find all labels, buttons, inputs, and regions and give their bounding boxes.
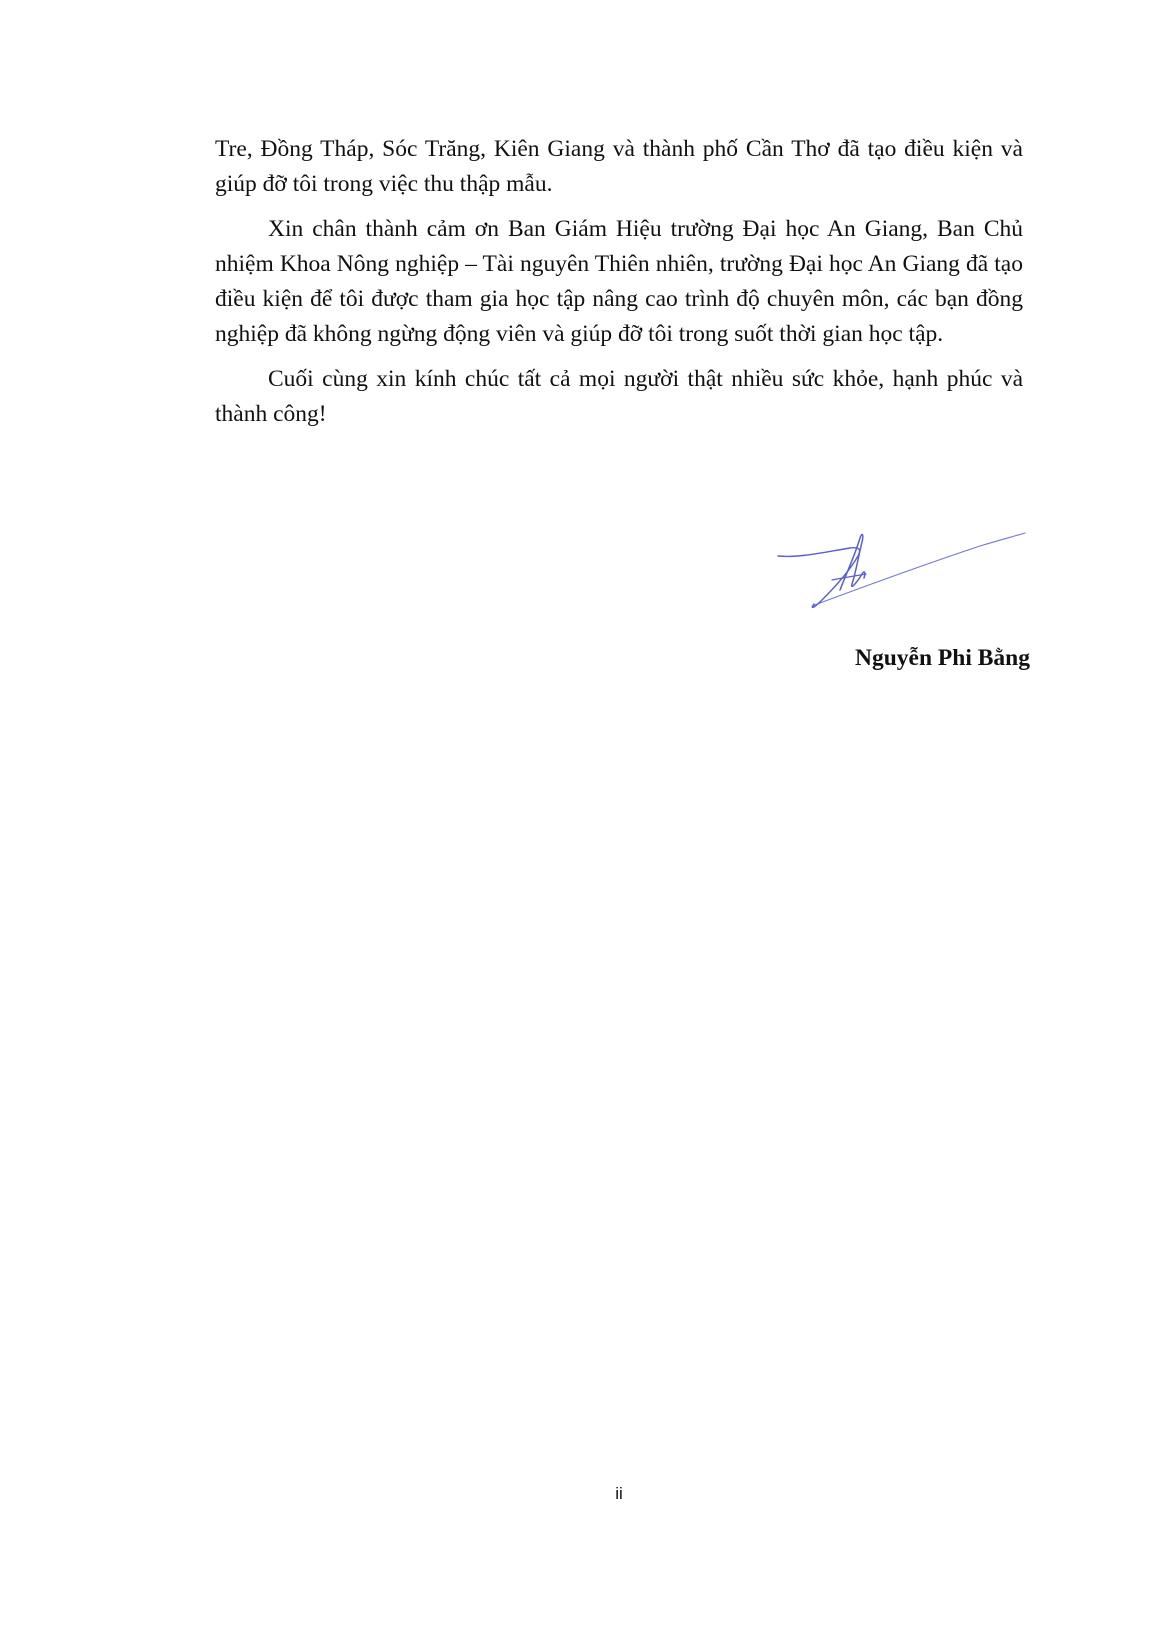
- signature-graphic: [770, 528, 1030, 638]
- handwritten-signature: [770, 528, 1030, 638]
- page-number: ii: [615, 1484, 623, 1503]
- body-text: [215, 132, 1023, 442]
- paragraph-continuation: Tre, Đồng Tháp, Sóc Trăng, Kiên Giang và thành phố Cần Thơ đã tạo điều kiện và giúp đỡ tôi trong việc thu thập mẫu.: [215, 136, 1023, 197]
- signer-name: Nguyễn Phi Bằng: [855, 645, 1030, 671]
- paragraph-acknowledgement: Xin chân thành cảm ơn Ban Giám Hiệu trường Đại học An Giang, Ban Chủ nhiệm Khoa Nông nghiệp – Tài nguyên Thiên nhiên, trường Đại học An Giang đã tạo điều kiện để tôi được tham gia học tập nâng cao trình độ chuyên môn, các bạn đồng nghiệp đã không ngừng động viên và giúp đỡ tôi trong suốt thời gian học tập.: [215, 216, 1023, 347]
- paragraph-closing-wishes: Cuối cùng xin kính chúc tất cả mọi người thật nhiều sức khỏe, hạnh phúc và thành công!: [215, 366, 1023, 427]
